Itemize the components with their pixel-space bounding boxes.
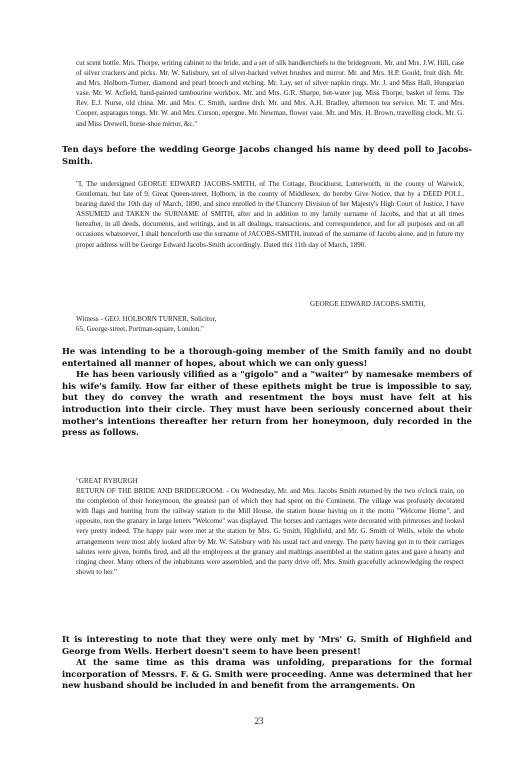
quote-wedding-gifts: cut scent bottle. Mrs. Thorpe, writing cabinet to the bride, and a set of silk handkerchiefs to the bridegroom. Mr. and Mrs. J.W. Hill, case of silver crackers and picks. Mr. W. Salisbury, set of silver-backed velvet brushes and mirror. Mr. and Mrs. H.P. Gould, fruit dish. Mr. and Mrs. Holborn-Turner, diamond and pearl brooch and etching. Mr. Lay, set of silver napkin rings. Mr. J. and Miss Hall, Hungarian vase. Mr. W. Acfield, hand-painted tambourine workbox. Mr. and Mrs. G.R. Sharpe, hot-water jug. Miss Thorpe, basket of ferns. The Rev. E.J. Nurse, old china. Mr. and Mrs. C. Smith, sardine dish. Mr. and Mrs. A.H. Bradley, afternoon tea service. Mr. T. and Mrs. Cooper, asparagus tongs. Mr. W. and Mrs. Curson, epergne. Mr. Newman, flower vase. Mr. and Mrs. H. Brown, travelling clock. Mr. G. and Miss Drewell, horse-shoe mirror, &c." — [76, 59, 464, 128]
paragraph-deed-poll-intro — [62, 144, 472, 167]
quote-deed-poll-notice: "I, The undersigned GEORGE EDWARD JACOBS-SMITH, of The Cottage, Brockhurst, Lutterworth, in the county of Warwick, Gentleman, but late of 9, Great Queen-street, Holborn, in the county of Middlesex, do hereby Give Notice, that by a DEED POLL, bearing dated the 10th day of March, 1890, and since enrolled in the Chancery Division of her Majesty's High Court of Justice, I have ASSUMED and TAKEN the SURNAME of SMITH, after and in addition to my family surname of Jacobs, and that at all times hereafter, in all deeds, documents, and writings, and in all dealings, transactions, and correspondence, and for all purposes and on all occasions whatsoever, I shall henceforth use the surname of JACOBS-SMITH, instead of the surname of Jacobs alone, and in future my proper address will be George Edward Jacobs-Smith accordingly. Dated this 11th day of March, 1890. — [76, 180, 464, 249]
paragraph-text: It is interesting to note that they were only met by 'Mrs' G. Smith of Highfield and George from Wells. Herbert doesn't seem to have been present! — [62, 634, 472, 656]
paragraph-incorporation — [62, 634, 472, 692]
paragraph-text: He was intending to be a thorough-going member of the Smith family and no doubt entertained all manner of hopes, about which we can only guess! — [62, 346, 472, 368]
paragraph-text: Ten days before the wedding George Jacobs changed his name by deed poll to Jacobs-Smith. — [62, 144, 472, 166]
witness-address: 65, George-street, Portman-square, London." — [76, 325, 204, 334]
quote-heading: "GREAT RYBURGH — [76, 477, 138, 485]
witness-block — [76, 314, 336, 335]
witness-line: Witness - GEO. HOLBORN TURNER, Solicitor, — [76, 315, 217, 323]
paragraph-text: At the same time as this drama was unfolding, preparations for the formal incorporation of Messrs. F. & G. Smith were proceeding. Anne was determined that her new husband should be included in and benefit from the arrangements. On — [62, 657, 472, 691]
paragraph-smith-family — [62, 346, 472, 439]
paragraph-text: He has been variously vilified as a "gigolo" and a "waiter" by namesake members of his wife's family. How far either of these epithets might be true is impossible to say, but they do convey the wrath and resentment the boys must have felt at his introduction into their circle. They must have been seriously concerned about their mother's intentions thereafter her return from her honeymoon, duly recorded in the press as follows. — [62, 369, 472, 438]
quote-great-ryburgh — [76, 476, 464, 577]
signature-line: GEORGE EDWARD JACOBS-SMITH, — [310, 300, 426, 308]
quote-body: RETURN OF THE BRIDE AND BRIDEGROOM. - On Wednesday, Mr. and Mrs. Jacobs Smith returned by the two o'clock train, on the completion of their honeymoon, the greatest part of which they had spent on the Continent. The village was profusely decorated with flags and bunting from the railway station to the Mill House, the station house having on it the motto "Welcome Home", and opposite, non the granary in large letters "Welcome" was displayed. The horses and carriages were decorated with primroses and looked very pretty indeed. The happy pair were met at the station by Mrs. G. Smith, Highfield, and Mr. G. Smith of Wells, while the whole arrangements were most ably looked after by Mr. W. Salisbury with his usual tact and energy. The party having got in to their carriages salutes were given, bombs fired, and all the employees at the granary and maltings assembled at the station gates and gave a hearty and ringing cheer. Many others of the inhabitants were assembled, and the party drive off, Mrs. Smith gracefully acknowledging the respect shown to her." — [76, 487, 464, 576]
page-number: 23 — [254, 716, 264, 726]
